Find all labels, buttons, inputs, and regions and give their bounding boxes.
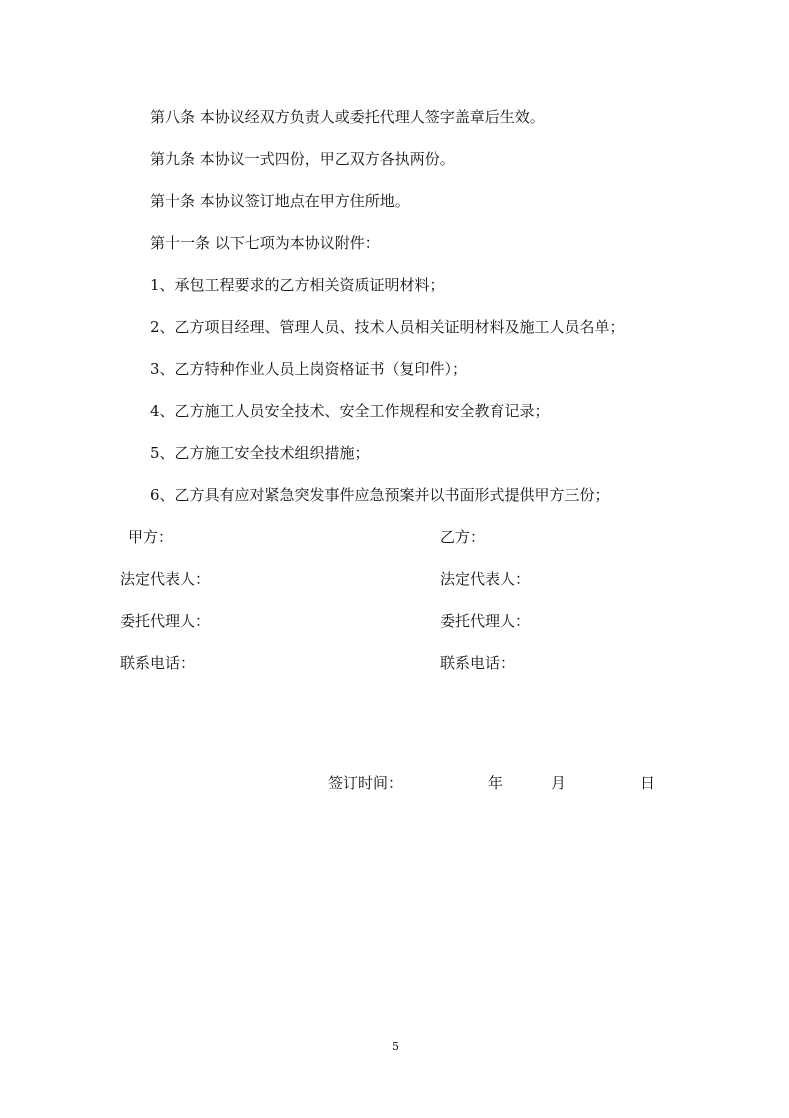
page-number: 5 bbox=[392, 1040, 399, 1053]
attachment-item: 6、乙方具有应对紧急突发事件应急预案并以书面形式提供甲方三份； bbox=[150, 486, 610, 504]
party-b-phone: 联系电话： bbox=[440, 654, 516, 672]
party-b-agent: 委托代理人： bbox=[440, 612, 531, 630]
signing-month: 月 bbox=[551, 774, 567, 792]
attachment-item: 2、乙方项目经理、管理人员、技术人员相关证明材料及施工人员名单； bbox=[150, 318, 625, 336]
party-a-label: 甲方： bbox=[128, 528, 174, 546]
attachment-item: 5、乙方施工安全技术组织措施； bbox=[150, 444, 370, 462]
signing-day: 日 bbox=[640, 774, 656, 792]
party-b-label: 乙方： bbox=[440, 528, 486, 546]
clause-10: 第十条 本协议签订地点在甲方住所地。 bbox=[150, 192, 410, 210]
clause-11: 第十一条 以下七项为本协议附件： bbox=[150, 234, 380, 252]
attachment-item: 1、承包工程要求的乙方相关资质证明材料； bbox=[150, 276, 445, 294]
party-a-agent: 委托代理人： bbox=[120, 612, 211, 630]
party-a-phone: 联系电话： bbox=[120, 654, 196, 672]
clause-9: 第九条 本协议一式四份，甲乙双方各执两份。 bbox=[150, 150, 455, 168]
signing-date-label: 签订时间： bbox=[328, 774, 404, 792]
signing-year: 年 bbox=[488, 774, 504, 792]
party-a-rep: 法定代表人： bbox=[120, 570, 211, 588]
attachment-item: 3、乙方特种作业人员上岗资格证书（复印件）； bbox=[150, 360, 468, 378]
party-b-rep: 法定代表人： bbox=[440, 570, 531, 588]
attachment-item: 4、乙方施工人员安全技术、安全工作规程和安全教育记录； bbox=[150, 402, 550, 420]
clause-8: 第八条 本协议经双方负责人或委托代理人签字盖章后生效。 bbox=[150, 108, 545, 126]
